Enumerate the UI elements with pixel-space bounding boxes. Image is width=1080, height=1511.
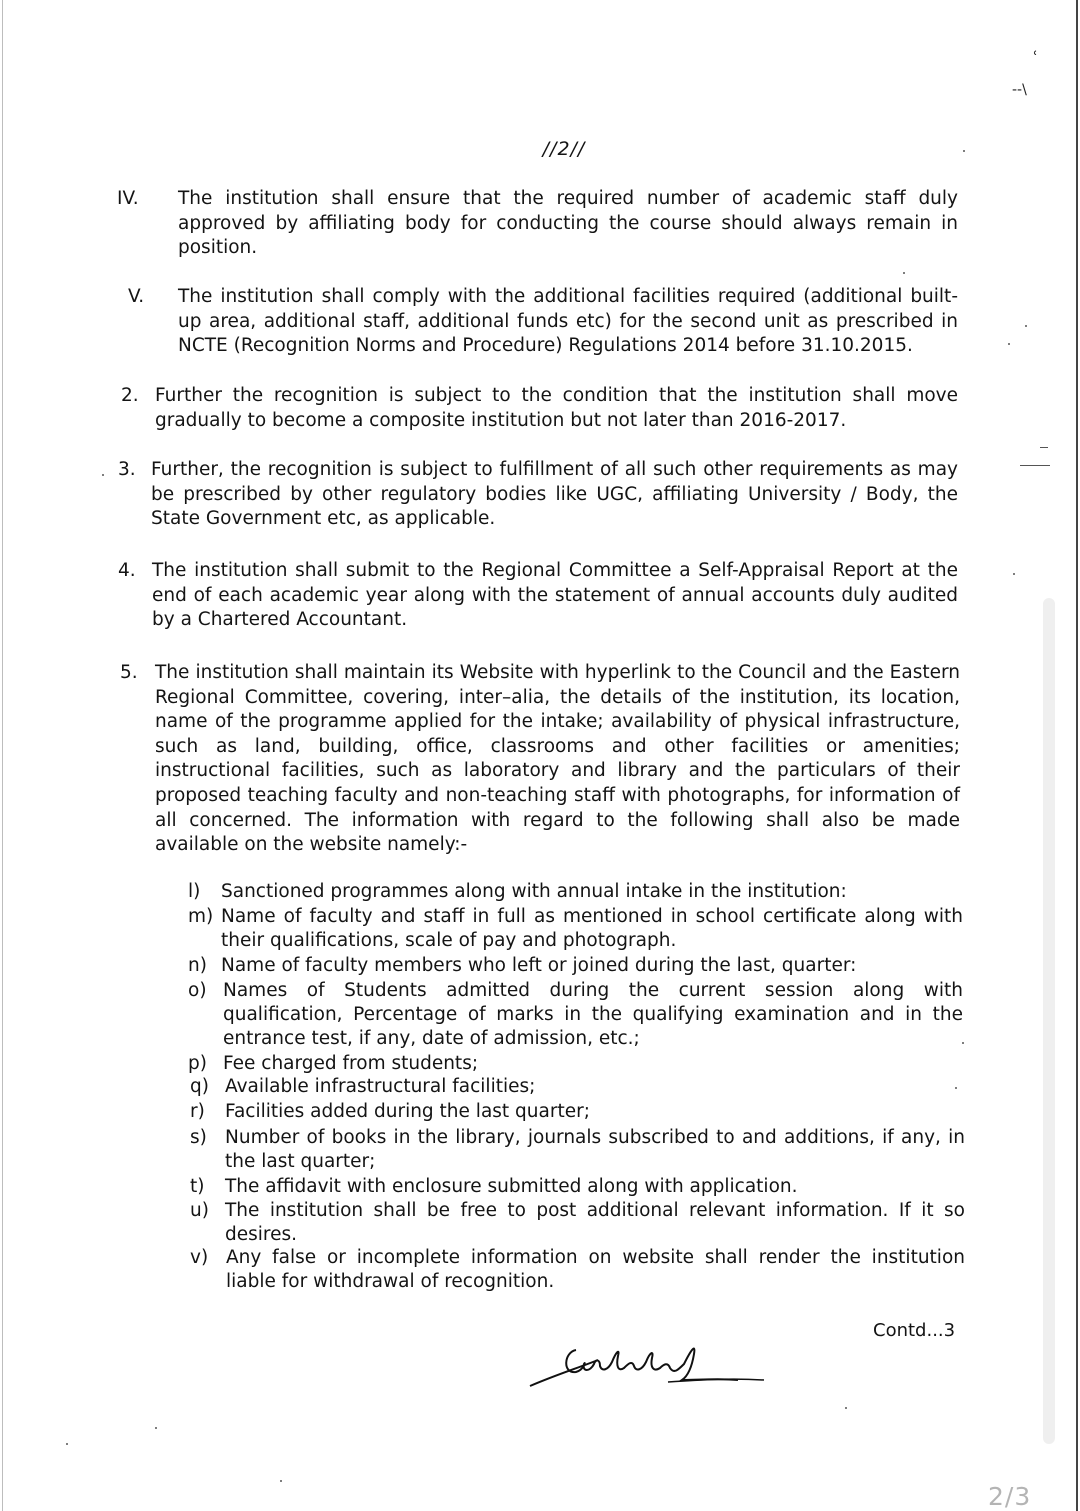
item-text-5: The institution shall maintain its Website with hyperlink to the Council and the Eastern Regional Committee, covering, inter–alia, the details of the institution, its location, name of the programme applied for the intake; availability of physical infrastructure, such as land, building, office, classrooms and other facilities or amenities; instructional facilities, such as laboratory and library and the particulars of their proposed teaching faculty and non-teaching staff with photographs, for information of all concerned. The information with regard to the following shall also be made available on the website namely:- (155, 662, 960, 856)
scan-speck (155, 1427, 157, 1429)
scan-speck (1025, 325, 1027, 327)
sub-item-text: Name of faculty and staff in full as mentioned in school certificate along with their qualifications, scale of pay and photograph. (221, 906, 963, 952)
sub-item-label: o) (188, 980, 207, 1001)
sub-item-text: Name of faculty members who left or joined during the last, quarter: (221, 955, 857, 976)
page-indicator: 2/3 (988, 1482, 1032, 1511)
sub-item-text: Number of books in the library, journals subscribed to and additions, if any, in the last quarter; (225, 1127, 965, 1173)
sub-item-t (190, 1175, 970, 1200)
item-label-4: 4. (118, 560, 136, 581)
sub-item-v (190, 1246, 970, 1295)
sub-item-label: s) (190, 1127, 207, 1148)
scan-speck (280, 1480, 282, 1482)
scan-mark-icon: ʿ (1033, 48, 1038, 67)
item-text-iv: The institution shall ensure that the required number of academic staff duly approved by affiliating body for conducting the course should always remain in position. (178, 188, 958, 259)
page-right-edge (1076, 0, 1078, 1511)
sub-item-label: r) (190, 1101, 205, 1122)
scan-speck (1008, 343, 1010, 345)
sub-item-text: The affidavit with enclosure submitted along with application. (225, 1176, 798, 1197)
sub-item-n (188, 954, 968, 979)
sub-item-o (188, 979, 968, 1052)
sub-item-text: The institution shall be free to post additional relevant information. If it so desires. (225, 1200, 965, 1246)
scan-speck (845, 1407, 847, 1409)
sub-item-label: m) (188, 906, 214, 927)
scan-mark-icon: --\ (1012, 82, 1027, 98)
sub-item-label: v) (190, 1247, 209, 1268)
item-label-iv: IV. (117, 188, 139, 209)
sub-item-u (190, 1199, 970, 1248)
signature-icon (528, 1330, 768, 1398)
sub-item-text: Facilities added during the last quarter; (225, 1101, 590, 1122)
scan-speck (1040, 447, 1048, 448)
sub-item-label: p) (188, 1053, 207, 1074)
sub-item-q (190, 1075, 970, 1100)
scan-speck (963, 150, 965, 152)
sub-item-label: q) (190, 1076, 209, 1097)
item-label-v: V. (128, 286, 145, 307)
item-text-v: The institution shall comply with the additional facilities required (additional built-up area, additional staff, additional funds etc) for the second unit as prescribed in NCTE (Recognition Norms and Procedure) Regulations 2014 before 31.10.2015. (178, 286, 958, 357)
sub-item-l (188, 880, 968, 905)
page-number-header: //2// (542, 138, 586, 160)
sub-item-label: u) (190, 1200, 209, 1221)
sub-item-p (188, 1052, 968, 1077)
scrollbar[interactable] (1043, 598, 1055, 1444)
scan-speck (962, 1042, 964, 1044)
item-label-2: 2. (121, 385, 139, 406)
sub-item-text: Any false or incomplete information on website shall render the institution liable for withdrawal of recognition. (226, 1247, 965, 1293)
sub-item-s (190, 1126, 970, 1175)
item-text-2: Further the recognition is subject to the condition that the institution shall move gradually to become a composite institution but not later than 2016-2017. (155, 385, 958, 431)
sub-item-label: l) (188, 881, 201, 902)
scan-speck (955, 1087, 957, 1089)
continuation-note: Contd...3 (873, 1320, 956, 1341)
sub-item-label: n) (188, 955, 207, 976)
sub-item-label: t) (190, 1176, 205, 1197)
scan-speck (66, 1443, 68, 1445)
sub-item-text: Names of Students admitted during the current session along with qualification, Percentage of marks in the qualifying examination and in the entrance test, if any, date of admission, etc.; (223, 980, 963, 1050)
item-text-4: The institution shall submit to the Regional Committee a Self-Appraisal Report at the end of each academic year along with the statement of annual accounts duly audited by a Chartered Accountant. (152, 560, 958, 631)
scan-speck (903, 272, 905, 274)
sub-item-r (190, 1100, 970, 1125)
sub-item-text: Sanctioned programmes along with annual intake in the institution: (221, 881, 847, 902)
page-left-edge (2, 0, 3, 1511)
sub-item-text: Available infrastructural facilities; (225, 1076, 536, 1097)
item-label-5: 5. (120, 662, 138, 683)
item-text-3: Further, the recognition is subject to fulfillment of all such other requirements as may be prescribed by other regulatory bodies like UGC, affiliating University / Body, the State Government etc, as applicable. (151, 459, 958, 530)
sub-item-text: Fee charged from students; (223, 1053, 479, 1074)
sub-item-m (188, 905, 968, 954)
scan-speck (1020, 465, 1050, 466)
scan-speck (1013, 573, 1015, 575)
item-label-3: 3. (118, 459, 136, 480)
scan-speck (102, 474, 104, 476)
